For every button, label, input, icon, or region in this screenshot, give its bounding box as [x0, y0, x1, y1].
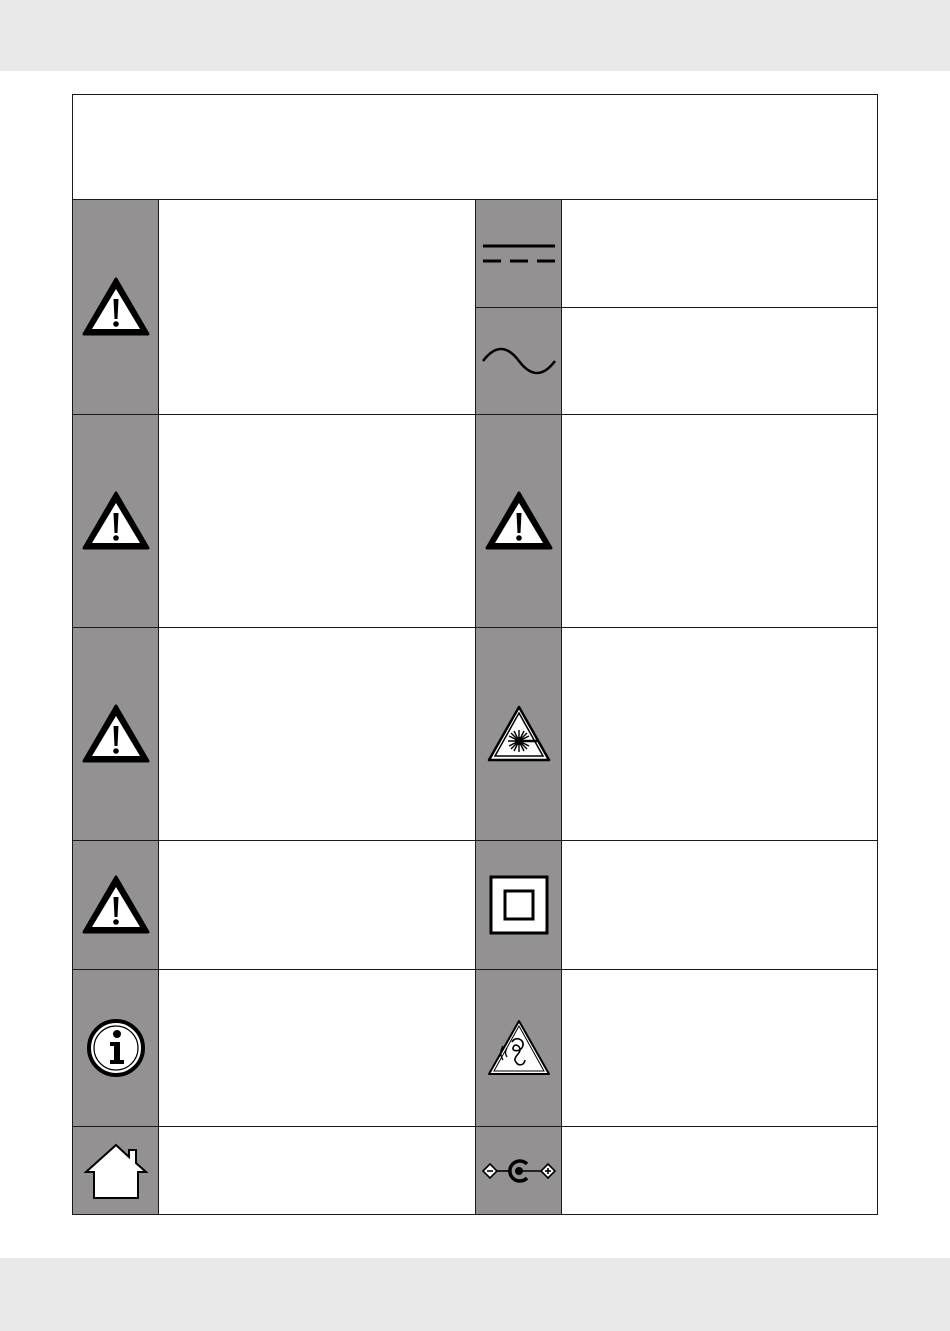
- description-cell-r1-right-top: [562, 200, 877, 308]
- bottom-band: [0, 1258, 950, 1331]
- description-cell-r5-right: [562, 970, 877, 1127]
- symbol-cell-r1-left: [73, 200, 159, 415]
- description-cell-r1-right-bottom: [562, 308, 877, 415]
- indoor-use-house-icon: [83, 1142, 149, 1200]
- warning-triangle-icon: [81, 490, 151, 552]
- alternating-current-icon: [481, 347, 557, 375]
- symbol-cell-r1-right-bottom: [476, 308, 562, 415]
- description-cell-r5-left: [159, 970, 476, 1127]
- description-cell-r2-right: [562, 415, 877, 628]
- table-heading: [73, 95, 877, 200]
- warning-triangle-icon: [81, 276, 151, 338]
- top-band: [0, 0, 950, 71]
- laser-warning-icon: [486, 704, 552, 764]
- symbol-cell-r4-left: [73, 841, 159, 970]
- symbol-cell-r4-right: [476, 841, 562, 970]
- symbol-cell-r1-right-top: [476, 200, 562, 308]
- symbol-cell-r5-right: [476, 970, 562, 1127]
- info-icon: [86, 1018, 146, 1078]
- symbol-cell-r3-left: [73, 628, 159, 841]
- polarity-icon: [481, 1157, 557, 1185]
- description-cell-r6-left: [159, 1127, 476, 1214]
- direct-current-icon: [481, 242, 557, 266]
- description-cell-r1-left: [159, 200, 476, 415]
- symbol-cell-r5-left: [73, 970, 159, 1127]
- warning-triangle-icon: [484, 490, 554, 552]
- description-cell-r3-left: [159, 628, 476, 841]
- symbol-cell-r6-left: [73, 1127, 159, 1214]
- protection-class-ii-icon: [489, 875, 549, 935]
- description-cell-r4-right: [562, 841, 877, 970]
- warning-triangle-icon: [81, 703, 151, 765]
- symbol-cell-r2-left: [73, 415, 159, 628]
- warning-triangle-icon: [81, 874, 151, 936]
- description-cell-r2-left: [159, 415, 476, 628]
- symbol-cell-r6-right: [476, 1127, 562, 1214]
- description-cell-r6-right: [562, 1127, 877, 1214]
- hearing-damage-warning-icon: [486, 1018, 552, 1078]
- symbol-cell-r2-right: [476, 415, 562, 628]
- symbol-cell-r3-right: [476, 628, 562, 841]
- symbol-table: [72, 94, 878, 1215]
- description-cell-r4-left: [159, 841, 476, 970]
- description-cell-r3-right: [562, 628, 877, 841]
